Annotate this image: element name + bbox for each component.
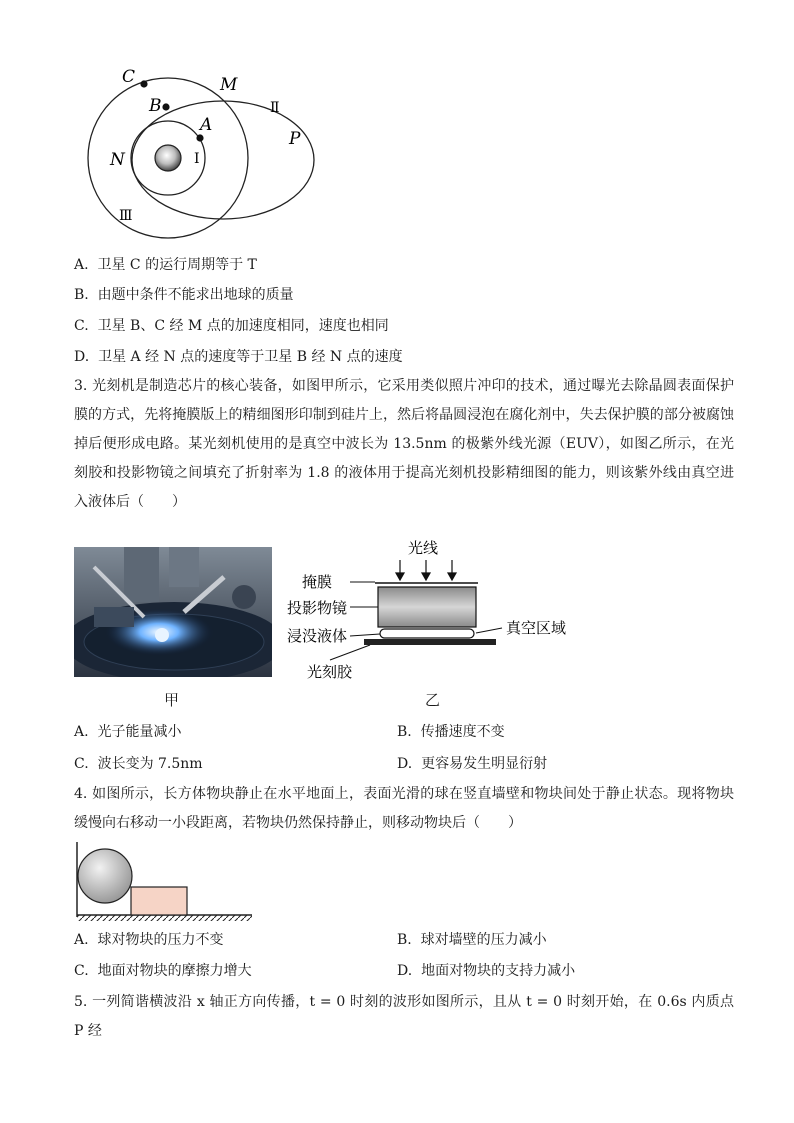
block [131, 887, 187, 915]
label-n: N [110, 150, 125, 170]
option-letter: C. [74, 318, 89, 334]
option-text: 更容易发生明显衍射 [421, 756, 548, 772]
label-c: C [122, 67, 136, 87]
option-text: 传播速度不变 [420, 724, 505, 740]
q4-option-a [74, 932, 223, 948]
ball-block-figure [70, 840, 260, 925]
q4-stem: 4. 如图所示，长方体物块静止在水平地面上，表面光滑的球在竖直墙壁和物块间处于静止状态。现将物块缓慢向右移动一小段距离，若物块仍然保持静止，则移动物块后（ ） [74, 786, 734, 831]
q2-option-b [74, 287, 294, 303]
label-b: B [149, 96, 162, 116]
option-text: 光子能量减小 [97, 724, 182, 740]
option-letter: A. [74, 724, 89, 740]
option-letter: C. [74, 963, 89, 979]
ball [78, 849, 132, 903]
option-text: 球对物块的压力不变 [97, 932, 224, 948]
option-letter: A. [74, 932, 89, 948]
fig-caption-jia: 甲 [164, 691, 180, 709]
q3-option-c [74, 756, 203, 772]
label-mask: 掩膜 [302, 573, 333, 591]
option-letter: D. [397, 963, 413, 979]
option-text: 卫星 C 的运行周期等于 T [97, 257, 257, 273]
immersion-liquid [380, 629, 474, 638]
light-arrows [396, 560, 456, 580]
q3-option-a [74, 724, 181, 740]
orbit-figure [70, 60, 330, 240]
label-i: Ⅰ [194, 151, 200, 167]
option-letter: B. [397, 932, 412, 948]
q4-option-d [397, 963, 575, 979]
option-letter: A. [74, 257, 89, 273]
option-text: 卫星 B、C 经 M 点的加速度相同，速度也相同 [97, 318, 389, 334]
option-text: 卫星 A 经 N 点的速度等于卫星 B 经 N 点的速度 [98, 349, 403, 365]
label-ii: Ⅱ [270, 100, 280, 116]
option-letter: C. [74, 756, 89, 772]
label-lens: 投影物镜 [287, 599, 348, 617]
q5-stem: 5. 一列简谐横波沿 x 轴正方向传播，t = 0 时刻的波形如图所示，且从 t = 0 时刻开始，在 0.6s 内质点 P 经 [74, 994, 734, 1039]
option-text: 球对墙壁的压力减小 [420, 932, 547, 948]
label-m: M [220, 75, 238, 95]
option-letter: D. [397, 756, 413, 772]
label-liquid: 浸没液体 [287, 627, 348, 645]
label-p: P [289, 129, 301, 149]
q2-option-a [74, 257, 257, 273]
satellite-a [196, 134, 203, 141]
option-text: 波长变为 7.5nm [97, 756, 203, 772]
q3-stem: 3. 光刻机是制造芯片的核心装备，如图甲所示，它采用类似照片冲印的技术，通过曝光去除晶圆表面保护膜的方式，先将掩膜版上的精细图形印制到硅片上，然后将晶圆浸泡在腐化剂中，失去保护膜的部分被腐蚀掉后便形成电路。某光刻机使用的是真空中波长为 13.5nm 的极紫外线光源（EUV），如图乙所示，在光刻胶和投影物镜之间填充了折射率为 1.8 的液体用于提高光刻机投影精细图的能力，则该紫外线由真空进入液体后（ ） [74, 378, 734, 510]
q3-option-d [397, 756, 547, 772]
option-letter: B. [74, 287, 89, 303]
satellite-c [140, 80, 147, 87]
lithography-photo [74, 547, 272, 677]
q2-option-d [74, 349, 403, 365]
q2-option-c [74, 318, 389, 334]
earth-icon [155, 145, 181, 171]
label-vacuum: 真空区域 [506, 619, 567, 637]
option-letter: B. [397, 724, 412, 740]
label-iii: Ⅲ [119, 208, 133, 224]
option-text: 地面对物块的摩擦力增大 [97, 963, 252, 979]
q4-option-b [397, 932, 547, 948]
label-light: 光线 [408, 539, 439, 557]
option-text: 地面对物块的支持力减小 [421, 963, 576, 979]
satellite-b [162, 103, 169, 110]
photoresist-bar [364, 639, 496, 645]
q3-option-b [397, 724, 505, 740]
fig-caption-yi: 乙 [425, 691, 441, 709]
label-resist: 光刻胶 [307, 663, 353, 681]
lithography-diagram [280, 535, 590, 685]
projection-lens [378, 587, 476, 627]
option-letter: D. [74, 349, 90, 365]
option-text: 由题中条件不能求出地球的质量 [97, 287, 294, 303]
q4-option-c [74, 963, 252, 979]
label-a: A [200, 115, 213, 135]
